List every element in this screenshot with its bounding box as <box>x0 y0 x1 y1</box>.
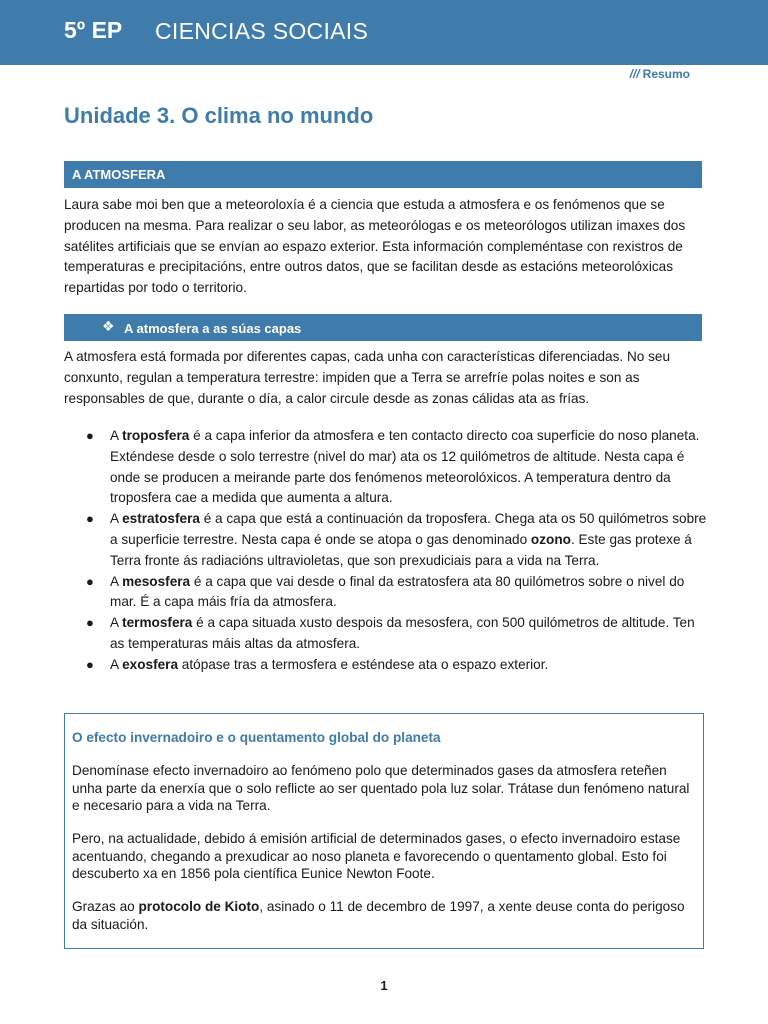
info-box-paragraph: Grazas ao protocolo de Kioto, asinado o 11 de decembro de 1997, a xente deuse conta do perigoso da situación. <box>72 899 685 932</box>
page-header <box>0 0 768 65</box>
page-title: Unidade 3. O clima no mundo <box>64 103 374 128</box>
slashes-icon: /// <box>629 67 640 81</box>
bullet-icon: ● <box>86 615 94 631</box>
grade-label: 5º EP <box>64 17 123 43</box>
intro-paragraph: Laura sabe moi ben que a meteoroloxía é a ciencia que estuda a atmosfera e os fenómenos que se producen na mesma. Para realizar o seu labor, as meteorólogas e os meteorólogos utilizan imaxes dos satélites artificiais que se envían ao espazo exterior. Esta información compleméntase con rexistros de temperaturas e precipitacións, entre outros datos, que se facilitan desde as estacións meteorolóxicas repartidas por todo o territorio. <box>64 197 686 296</box>
list-item: ● A exosfera atópase tras a termosfera e esténdese ata o espazo exterior. <box>84 655 709 676</box>
page-number: 1 <box>380 978 388 993</box>
section-heading-label: A ATMOSFERA <box>72 167 166 182</box>
section-heading-label: A atmosfera a as súas capas <box>124 321 302 336</box>
diamond-bullet-icon: ❖ <box>102 318 115 334</box>
layer-term: termosfera <box>122 615 193 631</box>
summary-tag-label: Resumo <box>642 67 690 81</box>
summary-tag <box>560 67 690 81</box>
bullet-icon: ● <box>86 428 94 443</box>
layer-term: troposfera <box>122 428 190 443</box>
info-box-paragraph: Pero, na actualidade, debido á emisión artificial de determinados gases, o efecto invernadoiro estase acentuando, chegando a prexudicar ao noso planeta e favorecendo o quentamento global. Esto foi descuberto xa en 1856 pola científica Eunice Newton Foote. <box>72 831 681 881</box>
section-heading-capas <box>64 314 702 341</box>
info-box-title: O efecto invernadoiro e o quentamento global do planeta <box>72 730 441 745</box>
info-box-paragraph: Denomínase efecto invernadoiro ao fenómeno polo que determinados gases da atmosfera reteñen unha parte da enerxía que o solo reflicte ao ser quentado pola luz solar. Trátase dun fenómeno natural e necesario para a vida na Terra. <box>72 763 690 813</box>
list-item: ● A mesosfera é a capa que vai desde o final da estratosfera ata 80 quilómetros sobre o nivel do mar. É a capa máis fría da atmosfera. <box>86 573 685 610</box>
section-heading-atmosfera <box>64 161 702 188</box>
layer-term: mesosfera <box>122 573 191 589</box>
kyoto-term: protocolo de Kioto <box>138 899 260 914</box>
greenhouse-info-box <box>64 713 704 949</box>
bullet-icon: ● <box>86 511 94 527</box>
bullet-icon: ● <box>86 656 94 672</box>
layer-term: exosfera <box>122 656 179 672</box>
list-item: ● A estratosfera é a capa que está a continuación da troposfera. Chega ata os 50 quilómetros sobre a superficie terrestre. Nesta capa é onde se atopa o gas denominado ozono. Este gas protexe á Terra fronte ás radiacións ultravioletas, que son prexudiciais para a vida na Terra. <box>86 511 707 568</box>
layer-term: estratosfera <box>122 511 200 527</box>
subject-label: CIENCIAS SOCIAIS <box>155 18 369 44</box>
bullet-icon: ● <box>86 573 94 589</box>
layers-list <box>84 426 709 676</box>
ozone-term: ozono <box>530 531 571 547</box>
layers-intro-paragraph: A atmosfera está formada por diferentes capas, cada unha con características diferenciadas. No seu conxunto, regulan a temperatura terrestre: impiden que a Terra se arrefríe polas noites e son as responsables de que, durante o día, a calor circule desde as zonas cálidas ata as frías. <box>64 349 671 406</box>
list-item: ● A troposfera é a capa inferior da atmosfera e ten contacto directo coa superficie do noso planeta. Exténdese desde o solo terrestre (nivel do mar) ata os 12 quilómetros de altitude. Nesta capa é onde se producen a meirande parte dos fenómenos meteorolóxicos. A temperatura dentro da troposfera cae a medida que aumenta a altura. <box>86 428 700 506</box>
list-item: ● A termosfera é a capa situada xusto despois da mesosfera, con 500 quilómetros de altitude. Ten as temperaturas máis altas da atmosfera. <box>86 615 695 651</box>
